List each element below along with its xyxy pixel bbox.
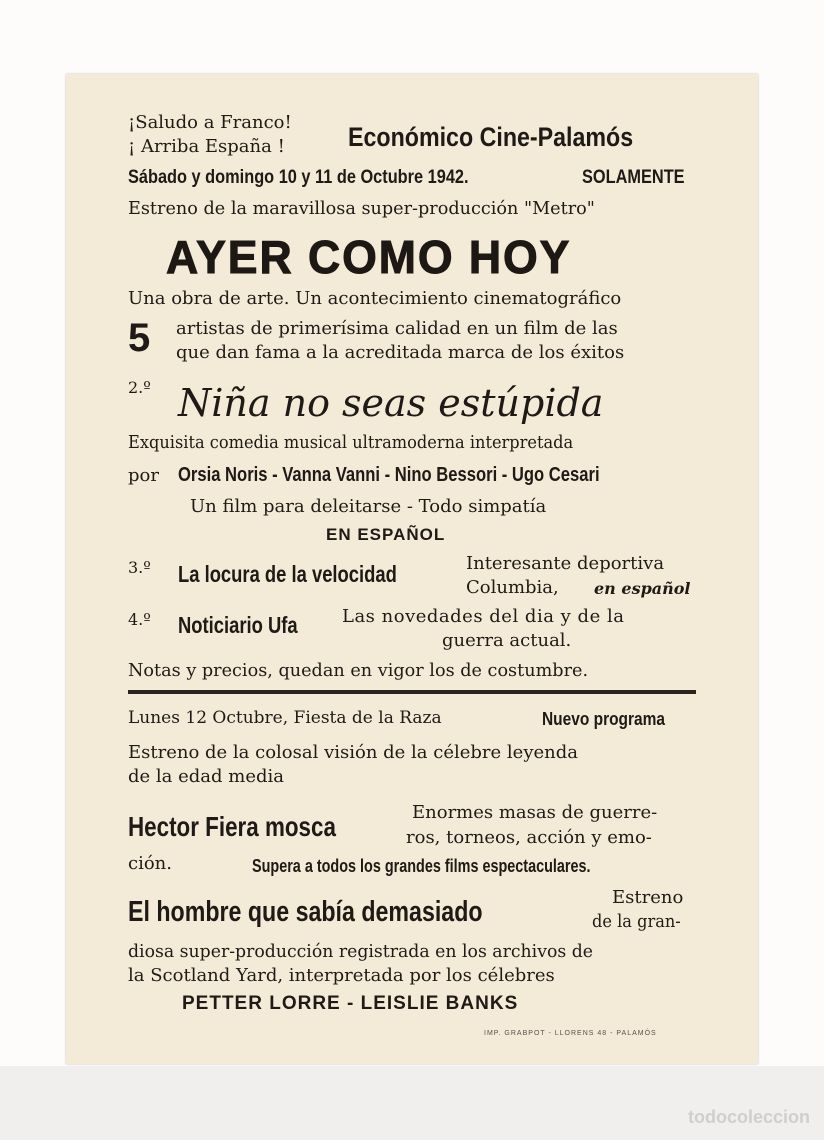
monday-intro-2: de la edad media — [128, 766, 284, 787]
feature2-order: 2.º — [128, 378, 151, 397]
monday-intro-1: Estreno de la colosal visión de la célebre leyenda — [128, 742, 578, 763]
film2-desc-2: de la gran- — [592, 911, 681, 932]
watermark-logo: todocoleccion — [687, 1107, 810, 1127]
feature4-desc-1: Las novedades del dia y de la — [342, 606, 625, 627]
feature4-desc-2: guerra actual. — [442, 630, 572, 651]
feature1-title: AYER COMO HOY — [166, 231, 572, 283]
feature1-desc-1: Una obra de arte. Un acontecimiento cinematográfico — [128, 288, 622, 309]
feature3-desc-language: en español — [594, 579, 691, 598]
salute-line-1: ¡Saludo a Franco! — [128, 112, 292, 133]
monday-date: Lunes 12 Octubre, Fiesta de la Raza — [128, 708, 442, 728]
printer-credit: IMP. GRABPOT - LLORENS 48 - PALAMÓS — [484, 1030, 657, 1037]
film1-desc-1: Enormes masas de guerre- — [412, 802, 658, 823]
feature2-cast: Orsia Noris - Vanna Vanni - Nino Bessori - Ugo Cesari — [178, 464, 600, 486]
film2-desc-3: diosa super-producción registrada en los archivos de — [128, 941, 594, 962]
feature2-tagline: Un film para deleitarse - Todo simpatía — [190, 496, 547, 517]
cinema-name: Económico Cine-Palamós — [348, 122, 634, 152]
only-label: SOLAMENTE — [582, 167, 685, 188]
film2-cast: PETTER LORRE - LEISLIE BANKS — [182, 993, 519, 1014]
film1-tagline: Supera a todos los grandes films espectaculares. — [252, 856, 591, 876]
feature3-desc-2: Columbia, — [466, 577, 559, 598]
feature1-desc-2: artistas de primerísima calidad en un film de las — [176, 318, 618, 339]
film2-desc-4: la Scotland Yard, interpretada por los célebres — [128, 965, 555, 986]
film2-desc-1: Estreno — [612, 887, 684, 908]
feature3-order: 3.º — [128, 558, 151, 577]
film1-title: Hector Fiera mosca — [128, 811, 336, 842]
premiere-intro: Estreno de la maravillosa super-producción "Metro" — [128, 198, 595, 219]
feature2-title: Niña no seas estúpida — [178, 381, 604, 425]
feature2-desc-1: Exquisita comedia musical ultramoderna interpretada — [128, 432, 574, 453]
notes-line: Notas y precios, quedan en vigor los de costumbre. — [128, 660, 589, 681]
artist-count-number: 5 — [128, 316, 151, 360]
feature4-order: 4.º — [128, 610, 151, 629]
divider-rule — [128, 690, 696, 694]
feature2-language: EN ESPAÑOL — [326, 525, 446, 544]
feature1-desc-3: que dan fama a la acreditada marca de los éxitos — [176, 342, 625, 363]
film1-desc-3: ción. — [128, 853, 172, 874]
new-program-label: Nuevo programa — [542, 709, 666, 729]
feature3-title: La locura de la velocidad — [178, 561, 397, 587]
film2-title: El hombre que sabía demasiado — [128, 896, 483, 928]
film1-desc-2: ros, torneos, acción y emo- — [406, 827, 652, 848]
feature2-cast-prefix: por — [128, 465, 159, 486]
feature3-desc-1: Interesante deportiva — [466, 553, 665, 574]
background-band — [0, 1066, 824, 1140]
salute-line-2: ¡ Arriba España ! — [128, 136, 285, 157]
show-dates: Sábado y domingo 10 y 11 de Octubre 1942. — [128, 167, 469, 188]
feature4-title: Noticiario Ufa — [178, 612, 298, 638]
